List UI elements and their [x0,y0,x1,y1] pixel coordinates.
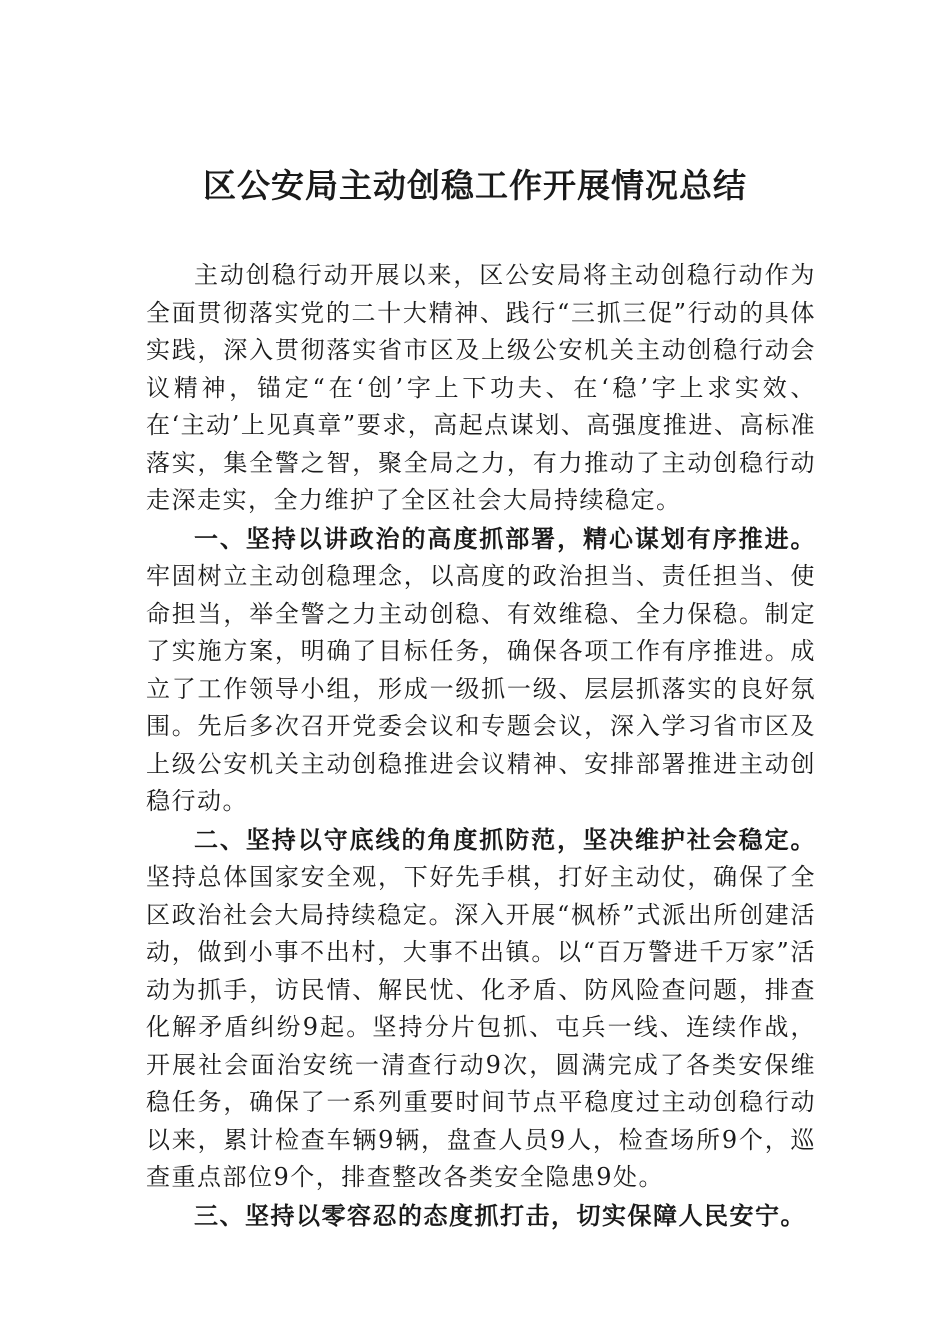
section-heading-2: 二、坚持以守底线的角度抓防范，坚决维护社会稳定。 [194,824,816,854]
section-heading-3: 三、坚持以零容忍的态度抓打击，切实保障人民安宁。 [194,1200,806,1230]
paragraph-section-1 [146,520,816,821]
paragraph-text: 牢固树立主动创稳理念，以高度的政治担当、责任担当、使命担当，举全警之力主动创稳、有效维稳、全力保稳。制定了实施方案，明确了目标任务，确保各项工作有序推进。成立了工作领导小组，形成一级抓一级、层层抓落实的良好氛围。先后多次召开党委会议和专题会议，深入学习省市区及上级公安机关主动创稳推进会议精神、安排部署推进主动创稳行动。 [146,562,816,815]
paragraph-section-2 [146,821,816,1197]
paragraph-intro [146,256,816,520]
document-body [146,256,816,1235]
document-title: 区公安局主动创稳工作开展情况总结 [203,166,747,205]
paragraph-section-3 [146,1197,816,1236]
paragraph-text: 主动创稳行动开展以来，区公安局将主动创稳行动作为全面贯彻落实党的二十大精神、践行“三抓三促”行动的具体实践，深入贯彻落实省市区及上级公安机关主动创稳行动会议精神，锚定“在‘创’字上下功夫、在‘稳’字上求实效、在‘主动’上见真章”要求，高起点谋划、高强度推进、高标准落实，集全警之智，聚全局之力，有力推动了主动创稳行动走深走实，全力维护了全区社会大局持续稳定。 [146,261,816,514]
paragraph-text: 坚持总体国家安全观，下好先手棋，打好主动仗，确保了全区政治社会大局持续稳定。深入开展“枫桥”式派出所创建活动，做到小事不出村，大事不出镇。以“百万警进千万家”活动为抓手，访民情、解民忧、化矛盾、防风险查问题，排查化解矛盾纠纷9起。坚持分片包抓、屯兵一线、连续作战，开展社会面治安统一清查行动9次，圆满完成了各类安保维稳任务，确保了一系列重要时间节点平稳度过主动创稳行动以来，累计检查车辆9辆，盘查人员9人，检查场所9个，巡查重点部位9个，排查整改各类安全隐患9处。 [146,863,816,1191]
section-heading-1: 一、坚持以讲政治的高度抓部署，精心谋划有序推进。 [194,523,816,553]
